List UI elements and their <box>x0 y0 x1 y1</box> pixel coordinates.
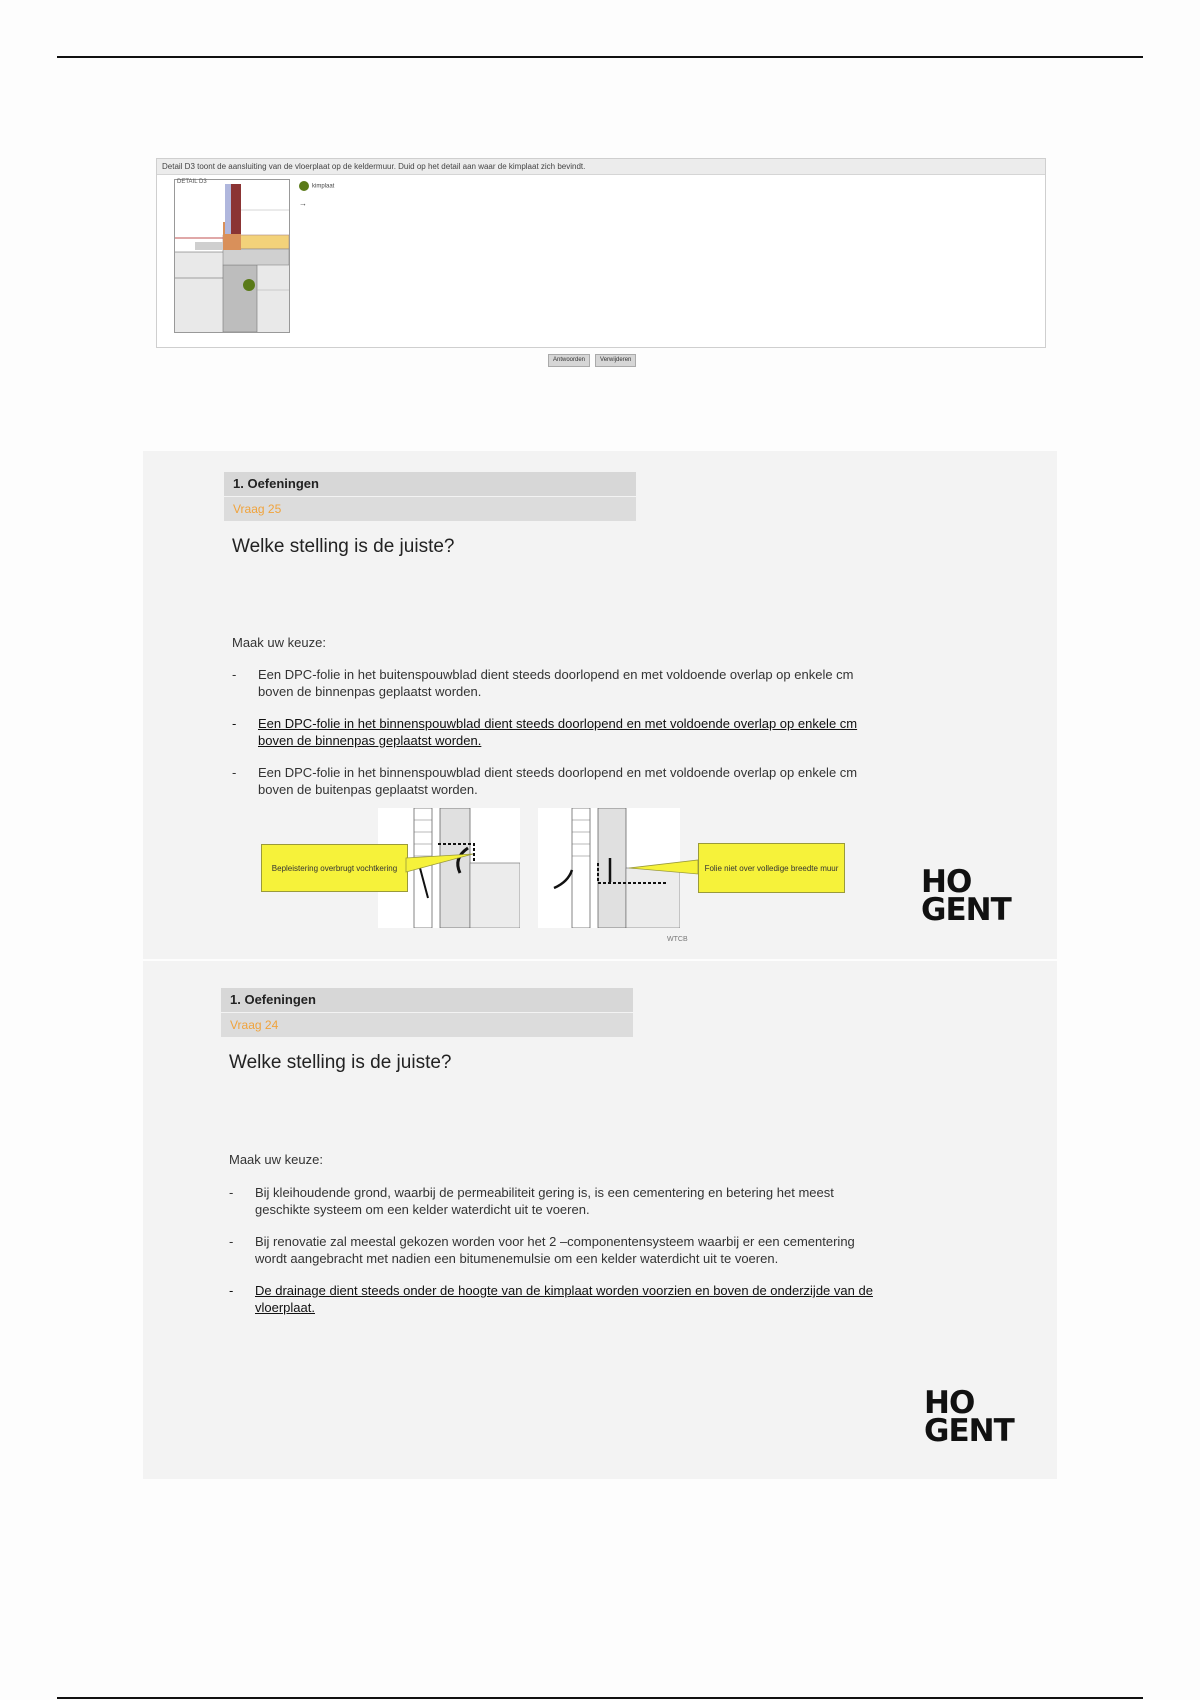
option-list <box>227 1184 887 1331</box>
option-c[interactable]: - Een DPC-folie in het binnenspouwblad dient steeds doorlopend en met voldoende overlap op enkele cm boven de buitenpas geplaatst worden. <box>230 764 890 798</box>
section-title: 1. Oefeningen <box>221 988 633 1012</box>
detail-title: DETAIL D3 <box>177 179 207 185</box>
hogent-logo <box>921 864 1011 928</box>
exercise-buttons <box>548 354 636 367</box>
option-b[interactable]: - Bij renovatie zal meestal gekozen worden voor het 2 –componentensysteem waarbij er een cementering wordt aangebracht met nadien een bitumenemulsie om een kelder waterdicht uit te voeren. <box>227 1233 887 1267</box>
option-a[interactable]: - Een DPC-folie in het buitenspouwblad dient steeds doorlopend en met voldoende overlap op enkele cm boven de binnenpas geplaatst worden. <box>230 666 890 700</box>
figure-source: WTCB <box>667 936 688 943</box>
kimplaat-marker-icon[interactable] <box>299 181 309 191</box>
arrow-icon: → <box>299 199 307 208</box>
option-c-correct[interactable]: - De drainage dient steeds onder de hoogte van de kimplaat worden voorzien en boven de onderzijde van de vloerplaat. <box>227 1282 887 1316</box>
logo-line-2: GENT <box>921 892 1011 928</box>
detail-drawing <box>174 179 290 333</box>
question-title: Welke stelling is de juiste? <box>232 536 455 557</box>
question-number: Vraag 24 <box>221 1013 633 1037</box>
dpc-figure <box>261 808 839 948</box>
question-title: Welke stelling is de juiste? <box>229 1052 452 1073</box>
logo-line-1: HO <box>921 864 972 900</box>
option-a[interactable]: - Bij kleihoudende grond, waarbij de permeabiliteit gering is, is een cementering en betering het meest geschikte systeem om een kelder waterdicht uit te voeren. <box>227 1184 887 1218</box>
option-b-correct[interactable]: - Een DPC-folie in het binnenspouwblad dient steeds doorlopend en met voldoende overlap op enkele cm boven de binnenpas geplaatst worden. <box>230 715 890 749</box>
remove-button[interactable]: Verwijderen <box>595 354 636 367</box>
detail-section-drawing <box>175 180 289 332</box>
wall-section-right <box>538 808 680 928</box>
slide-question-24 <box>143 961 1057 1479</box>
section-title: 1. Oefeningen <box>224 472 636 496</box>
bottom-rule <box>57 1697 1143 1699</box>
callout-left: Bepleistering overbrugt vochtkering <box>261 844 408 892</box>
legend-label: kimplaat <box>312 183 335 190</box>
logo-line-2: GENT <box>924 1413 1014 1449</box>
callout-right: Folie niet over volledige breedte muur <box>698 843 845 893</box>
slide-header <box>221 988 633 1037</box>
hogent-logo <box>924 1385 1014 1449</box>
option-list <box>230 666 890 813</box>
answers-button[interactable]: Antwoorden <box>548 354 590 367</box>
choose-label: Maak uw keuze: <box>229 1152 323 1167</box>
detail-exercise-screenshot <box>156 158 1046 348</box>
slide-question-25 <box>143 451 1057 959</box>
top-rule <box>57 56 1143 58</box>
logo-line-1: HO <box>924 1385 975 1421</box>
exercise-caption: Detail D3 toont de aansluiting van de vloerplaat op de keldermuur. Duid op het detail aan waar de kimplaat zich bevindt. <box>157 159 1045 175</box>
question-number: Vraag 25 <box>224 497 636 521</box>
legend <box>299 181 334 208</box>
choose-label: Maak uw keuze: <box>232 635 326 650</box>
slide-header <box>224 472 636 521</box>
